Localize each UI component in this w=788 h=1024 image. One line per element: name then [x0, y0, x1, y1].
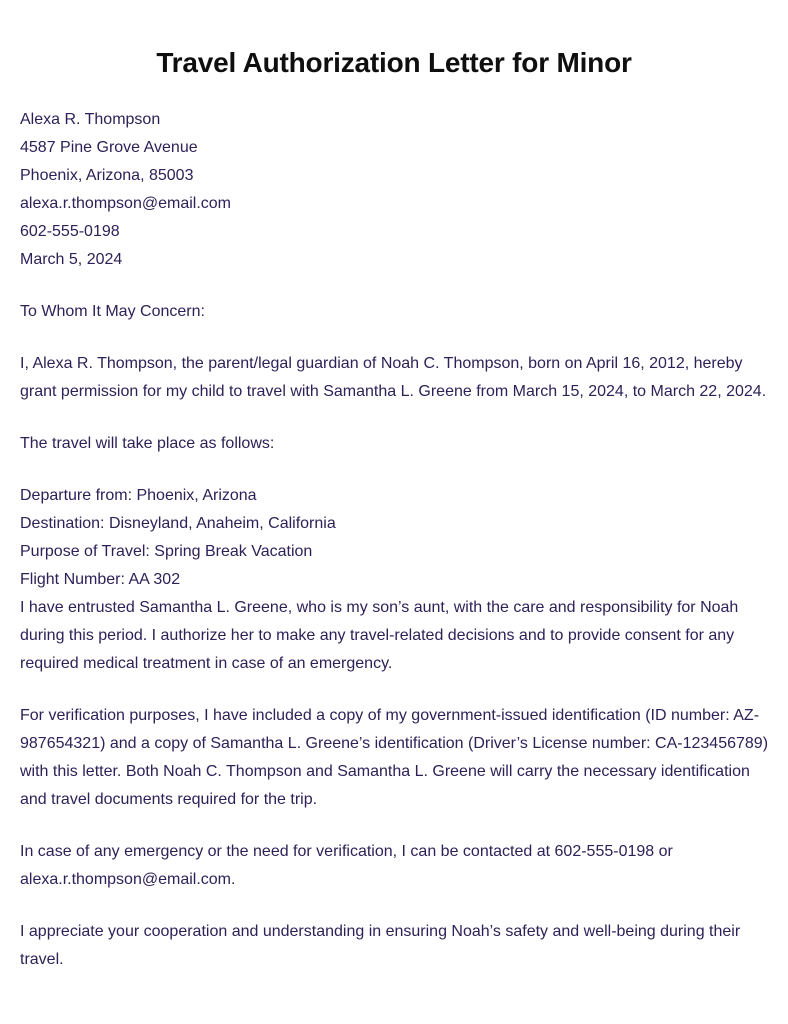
sender-name: Alexa R. Thompson	[20, 111, 161, 128]
sender-street: 4587 Pine Grove Avenue	[20, 139, 198, 156]
paragraph-guardian: I have entrusted Samantha L. Greene, who is my son’s aunt, with the care and responsibility for Noah during this period. I authorize her to make any travel-related decisions and to provide consent for any required medical treatment in case of an emergency.	[20, 599, 739, 672]
paragraph-closing: I appreciate your cooperation and understanding in ensuring Noah’s safety and well-being during their travel.	[20, 923, 741, 968]
detail-flight-number: Flight Number: AA 302	[20, 571, 181, 588]
paragraph-authorization: I, Alexa R. Thompson, the parent/legal guardian of Noah C. Thompson, born on April 16, 2012, hereby grant permission for my child to travel with Samantha L. Greene from March 15, 2024, to March 22, 2024.	[20, 355, 767, 400]
sender-city-state-zip: Phoenix, Arizona, 85003	[20, 167, 194, 184]
travel-details-list	[20, 458, 768, 594]
salutation: To Whom It May Concern:	[20, 303, 205, 320]
letter-date: March 5, 2024	[20, 251, 123, 268]
paragraph-verification: For verification purposes, I have included a copy of my government-issued identification (ID number: AZ-987654321) and a copy of Samantha L. Greene’s identification (Driver’s License number: CA-123456789) with this letter. Both Noah C. Thompson and Samantha L. Greene will carry the necessary identification and travel documents required for the trip.	[20, 707, 769, 808]
sender-address-block	[20, 106, 768, 274]
detail-departure: Departure from: Phoenix, Arizona	[20, 487, 257, 504]
sender-email: alexa.r.thompson@email.com	[20, 195, 231, 212]
paragraph-contact: In case of any emergency or the need for verification, I can be contacted at 602-555-0198 or alexa.r.thompson@email.com.	[20, 843, 673, 888]
detail-purpose: Purpose of Travel: Spring Break Vacation	[20, 543, 313, 560]
detail-destination: Destination: Disneyland, Anaheim, California	[20, 515, 336, 532]
travel-details-intro: The travel will take place as follows:	[20, 435, 275, 452]
page-title: Travel Authorization Letter for Minor	[156, 47, 632, 78]
sender-phone: 602-555-0198	[20, 223, 120, 240]
letter-body	[20, 106, 768, 974]
